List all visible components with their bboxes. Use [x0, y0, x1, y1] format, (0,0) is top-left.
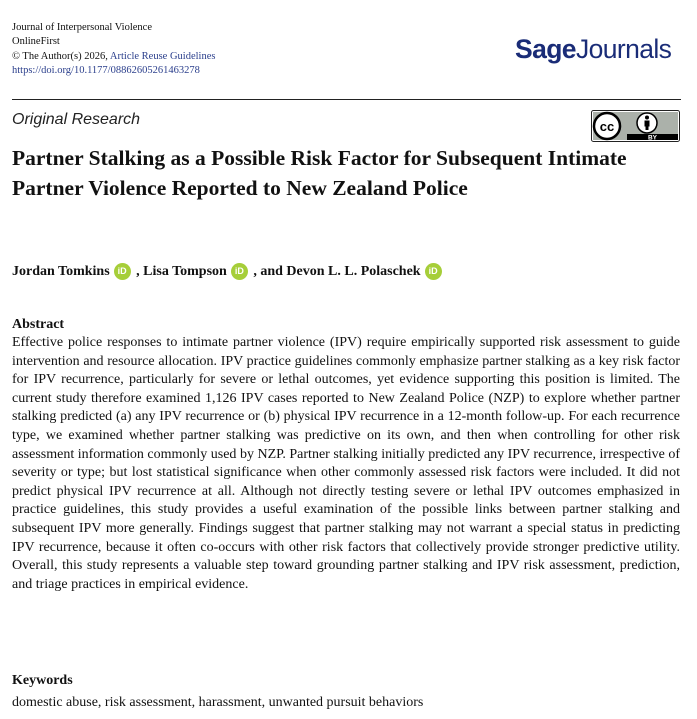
copyright-line: [12, 50, 215, 64]
keywords-heading: Keywords: [12, 673, 73, 688]
copyright-text: © The Author(s) 2026,: [12, 50, 108, 62]
article-type: Original Research: [12, 111, 141, 128]
logo-journals: Journals: [575, 34, 672, 64]
author-name: Lisa Tompson: [143, 263, 227, 279]
abstract-text: Effective police responses to intimate partner violence (IPV) require empirically supported risk assessment to guide intervention and resource allocation. IPV practice guidelines commonly emphasize partner stalking as a key risk factor for IPV recurrence, particularly for severe or lethal outcomes, yet evidence supporting this position is limited. The current study therefore examined 1,126 IPV cases reported to New Zealand Police (NZP) to explore whether partner stalking predicted (a) any IPV recurrence or (b) physical IPV recurrence in a 12-month follow-up. For each recurrence type, we examined whether partner stalking was predictive on its own, and then when controlling for other risk assessment information commonly used by NZP. Partner stalking initially predicted any IPV recurrence, irrespective of severity or type; but lost statistical significance when other commonly assessed risk factors were included. It did not predict physical IPV recurrence at all. Although not directly testing severe or lethal IPV outcomes emphasized in practice guidelines, this study provides a useful examination of the possible links between partner stalking and subsequent IPV more generally. Findings suggest that partner stalking may not warrant a special status in predicting IPV recurrence, because it often co-occurs with other risk factors that collectively provide stronger predictive utility. Overall, this study represents a valuable step toward grounding partner stalking and IPV risk assessment, prediction, and triage practices in empirical evidence.: [12, 335, 680, 592]
cc-by-license-icon[interactable]: [591, 110, 680, 142]
sage-journals-logo[interactable]: [515, 34, 671, 65]
doi-link[interactable]: https://doi.org/10.1177/08862605261463278: [12, 64, 200, 76]
article-title: Partner Stalking as a Possible Risk Factor for Subsequent Intimate Partner Violence Reported to New Zealand Police: [12, 146, 627, 201]
author-name: Jordan Tomkins: [12, 263, 110, 279]
orcid-icon[interactable]: iD: [231, 263, 248, 280]
keywords-text: domestic abuse, risk assessment, harassment, unwanted pursuit behaviors: [12, 695, 424, 710]
by-label: BY: [647, 134, 658, 142]
header-divider: [12, 99, 681, 100]
journal-issue: OnlineFirst: [12, 36, 60, 48]
author-name: Devon L. L. Polaschek: [286, 263, 421, 279]
reuse-guidelines-link[interactable]: Article Reuse Guidelines: [109, 50, 216, 62]
logo-sage: Sage: [515, 34, 576, 64]
abstract-heading: Abstract: [12, 317, 65, 332]
author-separator: , and: [249, 263, 287, 279]
journal-meta: [12, 21, 215, 78]
journal-name: Journal of Interpersonal Violence: [12, 22, 153, 33]
author-separator: ,: [132, 263, 144, 279]
orcid-icon[interactable]: iD: [425, 263, 442, 280]
author-list: [12, 263, 444, 280]
orcid-icon[interactable]: iD: [114, 263, 131, 280]
cc-icon-text: cc: [599, 119, 615, 134]
